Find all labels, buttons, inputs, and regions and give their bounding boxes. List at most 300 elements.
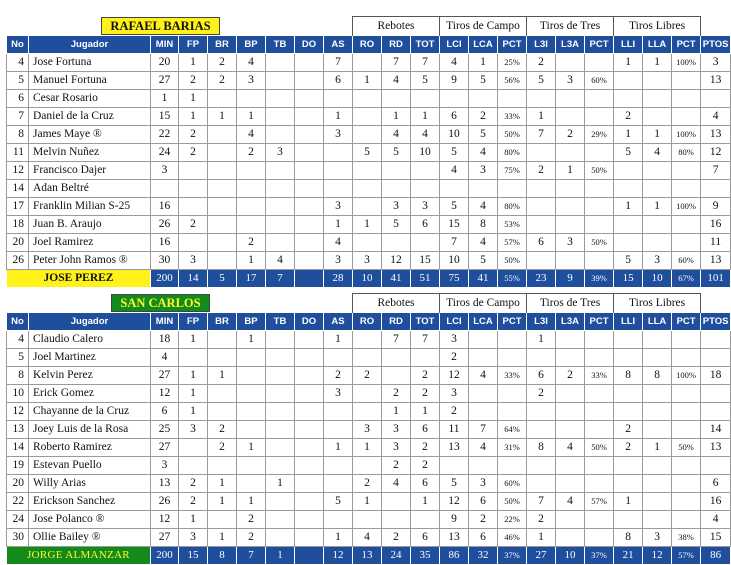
table-row	[7, 529, 731, 547]
cell-jugador: Roberto Ramirez	[29, 439, 151, 457]
col-header-lci: LCI	[440, 313, 469, 331]
cell-tb	[266, 331, 295, 349]
cell-lci	[440, 457, 469, 475]
cell-tb	[266, 493, 295, 511]
cell-lci: 5	[440, 475, 469, 493]
total-lla: 10	[643, 270, 672, 288]
cell-tot: 2	[411, 439, 440, 457]
cell-rd: 4	[382, 72, 411, 90]
cell-br	[208, 511, 237, 529]
cell-pct-libres	[672, 421, 701, 439]
col-header-lca: LCA	[469, 36, 498, 54]
cell-l3i: 7	[527, 126, 556, 144]
cell-ptos: 16	[701, 493, 731, 511]
cell-tb	[266, 403, 295, 421]
cell-br	[208, 403, 237, 421]
cell-as: 1	[324, 216, 353, 234]
total-ro: 10	[353, 270, 382, 288]
cell-as: 1	[324, 529, 353, 547]
total-pct-tres: 37%	[585, 547, 614, 565]
table-row	[7, 90, 731, 108]
cell-l3i: 7	[527, 493, 556, 511]
cell-ptos	[701, 90, 731, 108]
group-tiros-de-tres: Tiros de Tres	[527, 294, 614, 313]
cell-min: 16	[151, 198, 179, 216]
cell-as	[324, 421, 353, 439]
cell-pct-tres: 50%	[585, 234, 614, 252]
cell-pct-campo	[498, 180, 527, 198]
cell-fp: 1	[179, 90, 208, 108]
cell-lci: 11	[440, 421, 469, 439]
total-lli: 21	[614, 547, 643, 565]
cell-rd: 5	[382, 144, 411, 162]
cell-as: 7	[324, 54, 353, 72]
cell-pct-libres	[672, 108, 701, 126]
cell-jugador: Daniel de la Cruz	[29, 108, 151, 126]
cell-pct-libres	[672, 162, 701, 180]
total-l3a: 9	[556, 270, 585, 288]
cell-br: 1	[208, 367, 237, 385]
cell-tot: 3	[411, 198, 440, 216]
col-header-min: MIN	[151, 36, 179, 54]
col-header-ro: RO	[353, 36, 382, 54]
cell-lli	[614, 180, 643, 198]
cell-ro	[353, 234, 382, 252]
total-pct-campo: 55%	[498, 270, 527, 288]
cell-lla: 1	[643, 54, 672, 72]
cell-l3i: 2	[527, 162, 556, 180]
total-pct-libres: 57%	[672, 547, 701, 565]
col-header-lli: LLI	[614, 36, 643, 54]
table-row	[7, 198, 731, 216]
cell-jugador: Estevan Puello	[29, 457, 151, 475]
col-header-bp: BP	[237, 36, 266, 54]
cell-tb	[266, 457, 295, 475]
cell-fp: 1	[179, 403, 208, 421]
cell-no: 20	[7, 234, 29, 252]
cell-ro: 2	[353, 367, 382, 385]
coach-name: JORGE ALMANZAR	[7, 547, 151, 565]
cell-min: 4	[151, 349, 179, 367]
cell-lca: 5	[469, 252, 498, 270]
cell-ptos: 13	[701, 439, 731, 457]
cell-br	[208, 162, 237, 180]
cell-do	[295, 493, 324, 511]
col-header-l3i: L3I	[527, 36, 556, 54]
cell-bp	[237, 162, 266, 180]
cell-min: 12	[151, 511, 179, 529]
cell-br	[208, 331, 237, 349]
cell-pct-tres	[585, 385, 614, 403]
cell-pct-libres: 38%	[672, 529, 701, 547]
total-fp: 15	[179, 547, 208, 565]
cell-br: 1	[208, 108, 237, 126]
cell-l3a	[556, 331, 585, 349]
cell-rd: 4	[382, 475, 411, 493]
cell-br	[208, 234, 237, 252]
col-header-do: DO	[295, 313, 324, 331]
cell-rd: 7	[382, 54, 411, 72]
cell-bp	[237, 475, 266, 493]
cell-ptos: 11	[701, 234, 731, 252]
cell-fp	[179, 234, 208, 252]
col-header-lla: LLA	[643, 36, 672, 54]
cell-lli	[614, 234, 643, 252]
cell-tb	[266, 511, 295, 529]
cell-tb	[266, 90, 295, 108]
cell-br	[208, 349, 237, 367]
cell-min: 3	[151, 162, 179, 180]
cell-lca	[469, 90, 498, 108]
col-header-lca: LCA	[469, 313, 498, 331]
total-bp: 7	[237, 547, 266, 565]
cell-ro	[353, 385, 382, 403]
total-rd: 24	[382, 547, 411, 565]
cell-tot: 6	[411, 529, 440, 547]
cell-pct-libres	[672, 385, 701, 403]
cell-do	[295, 180, 324, 198]
cell-no: 24	[7, 511, 29, 529]
cell-lli: 1	[614, 54, 643, 72]
cell-no: 22	[7, 493, 29, 511]
total-br: 8	[208, 547, 237, 565]
cell-l3i: 5	[527, 72, 556, 90]
cell-lca	[469, 180, 498, 198]
col-header-pct-libres: PCT	[672, 36, 701, 54]
cell-rd: 3	[382, 421, 411, 439]
cell-lla	[643, 180, 672, 198]
cell-bp	[237, 198, 266, 216]
cell-tot: 2	[411, 367, 440, 385]
cell-l3i	[527, 90, 556, 108]
cell-jugador: Adan Beltré	[29, 180, 151, 198]
cell-bp: 3	[237, 72, 266, 90]
cell-tb: 1	[266, 475, 295, 493]
cell-rd: 3	[382, 198, 411, 216]
total-tb: 7	[266, 270, 295, 288]
cell-lci: 13	[440, 439, 469, 457]
col-header-l3a: L3A	[556, 36, 585, 54]
cell-rd: 4	[382, 126, 411, 144]
cell-pct-tres	[585, 475, 614, 493]
cell-l3i	[527, 457, 556, 475]
cell-lci: 2	[440, 403, 469, 421]
cell-min: 30	[151, 252, 179, 270]
cell-br	[208, 126, 237, 144]
cell-do	[295, 252, 324, 270]
cell-pct-libres: 80%	[672, 144, 701, 162]
player-rows	[7, 54, 731, 270]
cell-lci: 13	[440, 529, 469, 547]
group-header-row	[7, 17, 731, 36]
col-header-lli: LLI	[614, 313, 643, 331]
cell-rd: 1	[382, 108, 411, 126]
cell-pct-libres	[672, 234, 701, 252]
cell-lci: 9	[440, 511, 469, 529]
cell-min: 27	[151, 439, 179, 457]
col-header-ptos: PTOS	[701, 313, 731, 331]
col-header-rd: RD	[382, 36, 411, 54]
cell-no: 13	[7, 421, 29, 439]
table-row	[7, 234, 731, 252]
cell-ro	[353, 331, 382, 349]
cell-lca	[469, 331, 498, 349]
cell-lli	[614, 349, 643, 367]
cell-ptos	[701, 180, 731, 198]
cell-pct-campo: 53%	[498, 216, 527, 234]
cell-bp: 4	[237, 54, 266, 72]
col-header-as: AS	[324, 313, 353, 331]
cell-jugador: Joel Ramirez	[29, 234, 151, 252]
col-header-jugador: Jugador	[29, 313, 151, 331]
cell-l3a	[556, 216, 585, 234]
cell-lli: 2	[614, 108, 643, 126]
cell-pct-tres: 57%	[585, 493, 614, 511]
cell-do	[295, 216, 324, 234]
cell-l3i: 1	[527, 331, 556, 349]
cell-l3a: 3	[556, 234, 585, 252]
cell-lci: 5	[440, 144, 469, 162]
cell-lli: 5	[614, 144, 643, 162]
totals-row	[7, 270, 731, 288]
cell-bp: 2	[237, 529, 266, 547]
cell-l3a: 4	[556, 439, 585, 457]
col-header-ro: RO	[353, 313, 382, 331]
cell-jugador: Juan B. Araujo	[29, 216, 151, 234]
cell-jugador: Jose Fortuna	[29, 54, 151, 72]
cell-jugador: Manuel Fortuna	[29, 72, 151, 90]
cell-lli: 2	[614, 439, 643, 457]
cell-fp: 1	[179, 108, 208, 126]
total-lli: 15	[614, 270, 643, 288]
cell-br: 2	[208, 421, 237, 439]
cell-tot: 6	[411, 216, 440, 234]
cell-tot	[411, 180, 440, 198]
cell-lci: 2	[440, 349, 469, 367]
cell-no: 8	[7, 126, 29, 144]
cell-pct-campo: 60%	[498, 475, 527, 493]
cell-br: 1	[208, 529, 237, 547]
cell-l3i	[527, 403, 556, 421]
total-tb: 1	[266, 547, 295, 565]
cell-no: 14	[7, 439, 29, 457]
cell-jugador: Francisco Dajer	[29, 162, 151, 180]
cell-pct-tres	[585, 216, 614, 234]
table-row	[7, 144, 731, 162]
cell-pct-libres	[672, 475, 701, 493]
cell-tot: 6	[411, 475, 440, 493]
cell-rd	[382, 493, 411, 511]
cell-tot: 7	[411, 54, 440, 72]
group-tiros-libres: Tiros Libres	[614, 17, 701, 36]
table-row	[7, 72, 731, 90]
cell-no: 18	[7, 216, 29, 234]
cell-tb	[266, 367, 295, 385]
cell-ro	[353, 126, 382, 144]
cell-lli: 2	[614, 421, 643, 439]
cell-jugador: Joel Martinez	[29, 349, 151, 367]
cell-bp: 1	[237, 331, 266, 349]
total-bp: 17	[237, 270, 266, 288]
cell-fp	[179, 198, 208, 216]
cell-ro: 4	[353, 529, 382, 547]
cell-pct-tres: 60%	[585, 72, 614, 90]
cell-as	[324, 162, 353, 180]
cell-ro: 1	[353, 439, 382, 457]
cell-do	[295, 331, 324, 349]
cell-do	[295, 367, 324, 385]
cell-tb	[266, 198, 295, 216]
cell-bp: 1	[237, 108, 266, 126]
cell-as: 2	[324, 367, 353, 385]
cell-lli	[614, 90, 643, 108]
cell-ptos: 13	[701, 72, 731, 90]
cell-lla	[643, 90, 672, 108]
cell-pct-campo: 80%	[498, 198, 527, 216]
cell-pct-campo: 25%	[498, 54, 527, 72]
cell-br	[208, 216, 237, 234]
column-header-row	[7, 313, 731, 331]
col-header-tot: TOT	[411, 313, 440, 331]
cell-tot	[411, 511, 440, 529]
cell-tot: 4	[411, 126, 440, 144]
total-lca: 32	[469, 547, 498, 565]
cell-ptos: 6	[701, 475, 731, 493]
table-row	[7, 252, 731, 270]
cell-bp	[237, 367, 266, 385]
cell-lla: 1	[643, 126, 672, 144]
col-header-bp: BP	[237, 313, 266, 331]
cell-ro	[353, 349, 382, 367]
cell-jugador: Erick Gomez	[29, 385, 151, 403]
cell-tb: 3	[266, 144, 295, 162]
cell-min: 1	[151, 90, 179, 108]
cell-lla	[643, 349, 672, 367]
cell-lci: 10	[440, 252, 469, 270]
cell-as: 3	[324, 126, 353, 144]
cell-lca: 8	[469, 216, 498, 234]
cell-tb	[266, 421, 295, 439]
cell-pct-campo: 33%	[498, 367, 527, 385]
total-l3i: 27	[527, 547, 556, 565]
cell-pct-tres	[585, 403, 614, 421]
cell-lci: 6	[440, 108, 469, 126]
cell-pct-campo	[498, 349, 527, 367]
group-rebotes: Rebotes	[353, 294, 440, 313]
cell-l3a	[556, 421, 585, 439]
cell-lla: 3	[643, 529, 672, 547]
cell-l3i: 1	[527, 108, 556, 126]
totals-row	[7, 547, 731, 565]
cell-lca: 1	[469, 54, 498, 72]
cell-no: 6	[7, 90, 29, 108]
cell-l3a	[556, 403, 585, 421]
cell-tot: 1	[411, 108, 440, 126]
cell-lca	[469, 349, 498, 367]
col-header-br: BR	[208, 313, 237, 331]
cell-rd: 7	[382, 331, 411, 349]
cell-ptos: 13	[701, 252, 731, 270]
cell-l3a	[556, 385, 585, 403]
cell-no: 12	[7, 162, 29, 180]
cell-br	[208, 198, 237, 216]
cell-lla: 1	[643, 439, 672, 457]
total-min: 200	[151, 547, 179, 565]
total-pct-tres: 39%	[585, 270, 614, 288]
cell-jugador: Peter John Ramos ®	[29, 252, 151, 270]
cell-lca: 4	[469, 144, 498, 162]
table-row	[7, 162, 731, 180]
cell-as	[324, 403, 353, 421]
cell-lca: 5	[469, 126, 498, 144]
cell-bp: 4	[237, 126, 266, 144]
cell-lli	[614, 72, 643, 90]
cell-fp: 2	[179, 72, 208, 90]
cell-ptos: 16	[701, 216, 731, 234]
cell-lci: 3	[440, 385, 469, 403]
cell-min: 15	[151, 108, 179, 126]
cell-pct-campo: 33%	[498, 108, 527, 126]
cell-lla: 8	[643, 367, 672, 385]
cell-jugador: Melvin Nuñez	[29, 144, 151, 162]
cell-ptos	[701, 331, 731, 349]
cell-pct-campo: 57%	[498, 234, 527, 252]
cell-rd	[382, 180, 411, 198]
total-l3a: 10	[556, 547, 585, 565]
cell-tb	[266, 54, 295, 72]
total-lci: 75	[440, 270, 469, 288]
cell-rd: 2	[382, 529, 411, 547]
cell-fp: 2	[179, 475, 208, 493]
group-rebotes: Rebotes	[353, 17, 440, 36]
cell-lci: 12	[440, 493, 469, 511]
box-score-table-san-carlos	[6, 293, 731, 565]
col-header-fp: FP	[179, 313, 208, 331]
cell-rd	[382, 349, 411, 367]
table-row	[7, 439, 731, 457]
cell-lla	[643, 234, 672, 252]
cell-no: 30	[7, 529, 29, 547]
cell-tot: 2	[411, 385, 440, 403]
box-score-table-rafael-barias	[6, 16, 731, 288]
cell-do	[295, 144, 324, 162]
cell-pct-campo: 46%	[498, 529, 527, 547]
cell-rd	[382, 367, 411, 385]
cell-bp	[237, 349, 266, 367]
cell-fp: 2	[179, 216, 208, 234]
cell-min: 26	[151, 493, 179, 511]
total-do	[295, 270, 324, 288]
col-header-ptos: PTOS	[701, 36, 731, 54]
cell-pct-campo	[498, 90, 527, 108]
cell-pct-libres	[672, 493, 701, 511]
cell-fp: 1	[179, 367, 208, 385]
cell-min: 27	[151, 367, 179, 385]
cell-lli	[614, 216, 643, 234]
cell-bp	[237, 90, 266, 108]
cell-as	[324, 457, 353, 475]
cell-as	[324, 90, 353, 108]
cell-br	[208, 180, 237, 198]
cell-l3i	[527, 180, 556, 198]
cell-lla	[643, 403, 672, 421]
cell-pct-tres	[585, 349, 614, 367]
cell-lli: 8	[614, 367, 643, 385]
total-ptos: 86	[701, 547, 731, 565]
total-l3i: 23	[527, 270, 556, 288]
cell-pct-libres	[672, 72, 701, 90]
cell-lci: 15	[440, 216, 469, 234]
